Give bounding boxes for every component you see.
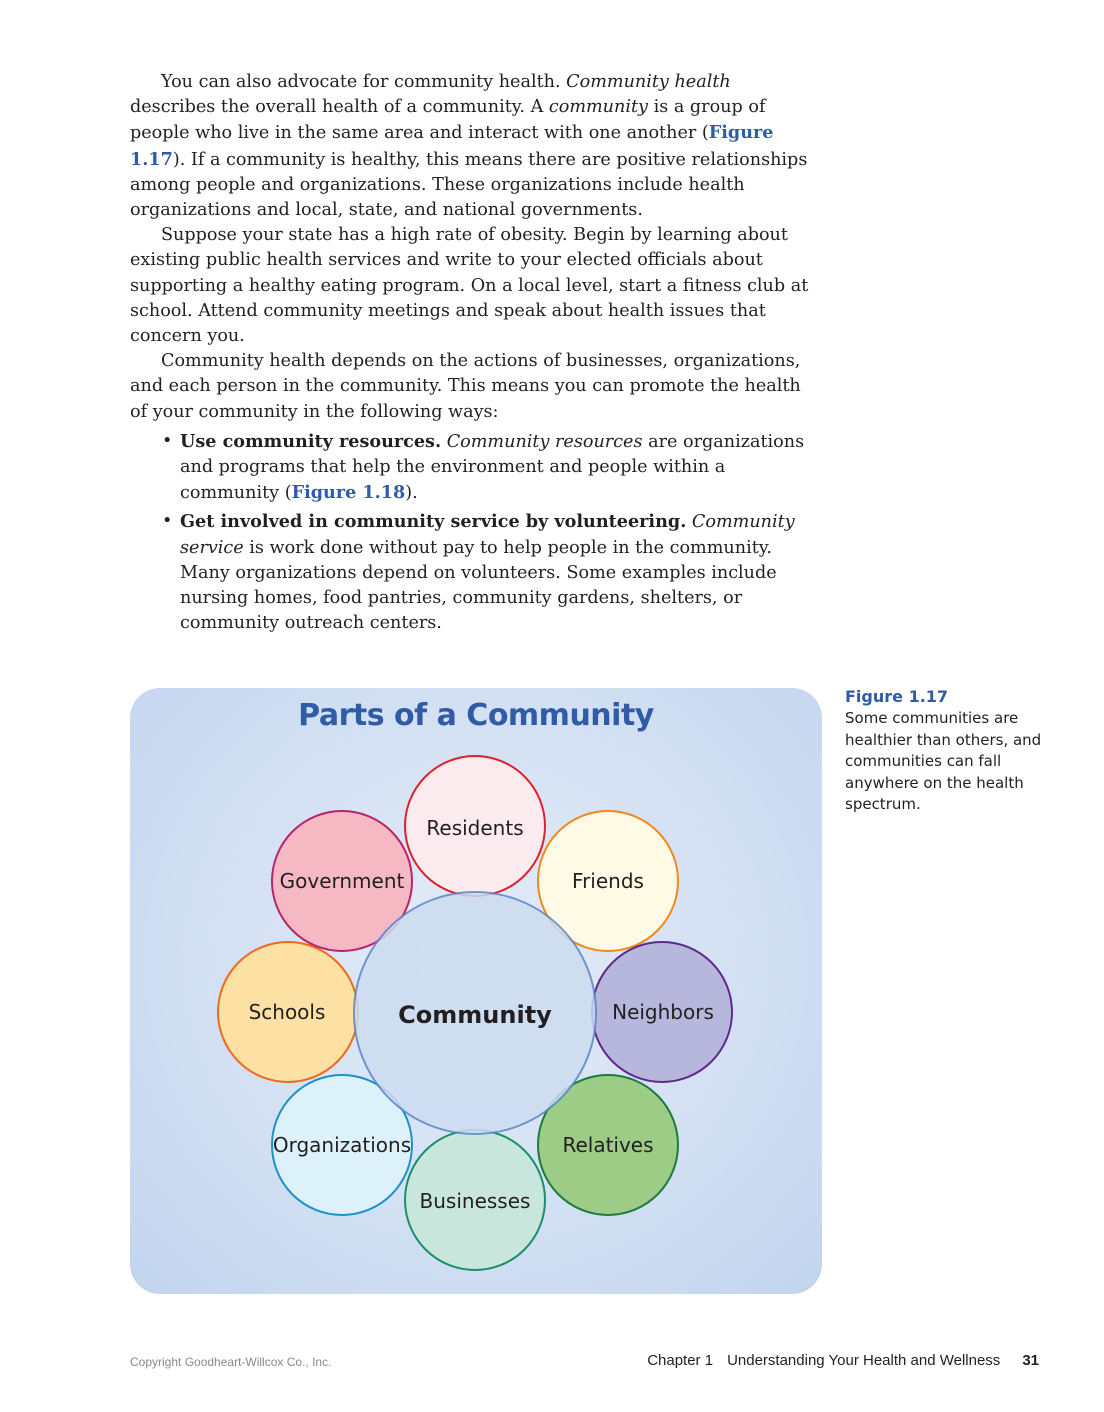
bullet-glyph: • (162, 430, 173, 451)
label-organizations: Organizations (272, 1133, 412, 1157)
label-schools: Schools (248, 1000, 326, 1024)
figure-title: Parts of a Community (298, 698, 654, 733)
label-neighbors: Neighbors (612, 1000, 714, 1024)
bullet-glyph: • (162, 511, 173, 532)
label-residents: Residents (426, 816, 524, 840)
paragraph-1: You can also advocate for community health. Community health describes the overall health of a community. A community is a group of people who live in the same area and interact with one another (Figure 1.17). If a community is healthy, this means there are positive relationships among people and organizations. These organizations include health organizations and local, state, and national governments. (130, 72, 808, 221)
body-text (130, 70, 820, 639)
paragraph-3: Community health depends on the actions of businesses, organizations, and each person in the community. This means you can promote the health of your community in the following ways: (130, 351, 801, 422)
label-community: Community (398, 1001, 552, 1029)
figure-caption (845, 686, 1045, 816)
copyright: Copyright Goodheart-Willcox Co., Inc. (130, 1355, 332, 1369)
chapter-title: Understanding Your Health and Wellness (727, 1352, 1001, 1369)
community-diagram (130, 688, 822, 1294)
caption-text: Some communities are healthier than others, and communities can fall anywhere on the health spectrum. (845, 709, 1042, 814)
label-government: Government (279, 869, 405, 893)
list-item: • Use community resources. Community resources are organizations and programs that help the environment and people within a community (Figure 1.18). (162, 430, 805, 504)
label-friends: Friends (572, 869, 644, 893)
bullet-list (130, 429, 820, 637)
paragraph-2: Suppose your state has a high rate of obesity. Begin by learning about existing public health services and write to your elected officials about supporting a healthy eating program. On a local level, start a fitness club at school. Attend community meetings and speak about health issues that concern you. (130, 225, 809, 347)
list-item: • Get involved in community service by volunteering. Community service is work done without pay to help people in the community. Many organizations depend on volunteers. Some examples include nursing homes, food pantries, community gardens, shelters, or community outreach centers. (162, 511, 795, 634)
page-footer (647, 1352, 1039, 1369)
figure-1-17-link[interactable]: Figure 1.17 (130, 122, 774, 170)
page-number: 31 (1022, 1352, 1039, 1369)
community-figure (130, 688, 822, 1294)
label-businesses: Businesses (419, 1189, 531, 1213)
caption-title: Figure 1.17 (845, 687, 949, 706)
chapter-number: Chapter 1 (647, 1352, 714, 1369)
label-relatives: Relatives (562, 1133, 654, 1157)
figure-1-18-link[interactable]: Figure 1.18 (291, 482, 406, 504)
